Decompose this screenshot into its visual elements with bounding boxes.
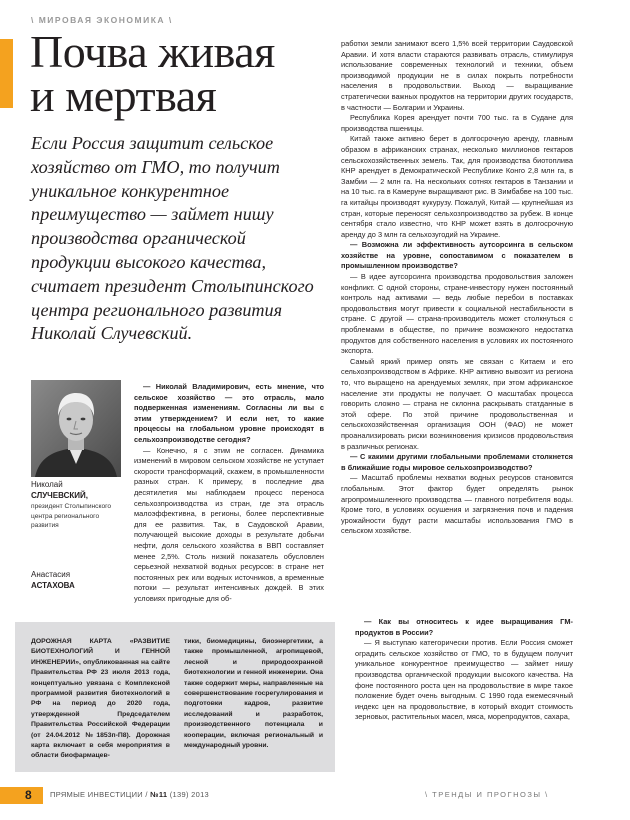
interviewee-caption (31, 480, 123, 531)
interview-answer: — Конечно, я с этим не согласен. Динамика изменений в мировом сельском хозяйстве не уступает скорости трансформаций, скажем, в промышленности разных стран. К примеру, в последние два десятилетия мы наблюдаем процесс переноса сельхозпроизводства из стран, где эта отрасль малоэффективна, в регионы, более перспективные для ее развития. Так, в Саудовской Аравии, получающей высокие доходы в результате добычи нефти, доля сельского хозяйства в ВВП составляет менее 2,5%. Столь низкий показатель обусловлен серьезной нехваткой водных ресурсов: в стране нет постоянных рек или водных источников, а временные потоки — результат интенсивных дождей. В этих условиях пригодные для об- (134, 445, 324, 603)
lead-line: считает президент Столыпинского (31, 275, 314, 296)
article-title (30, 26, 275, 121)
interview-question: — Николай Владимирович, есть мнение, что сельское хозяйство — это отрасль, мало подверженная изменениям. Согласны ли вы с этим утверждением? И если нет, то какие процессы на глобальном уровне происходят в сельхозпроизводстве сегодня? (134, 382, 324, 444)
portrait-image (31, 380, 121, 477)
journal-name: ПРЯМЫЕ ИНВЕСТИЦИИ (50, 790, 143, 799)
article-paragraph: работки земли занимают всего 1,5% всей территории Саудовской Аравии. И хотя власти стараются развивать отрасль, стимулируя использование современных технологий и техники, объем производимой продукции не в силах покрыть потребности населения в продовольствии. Выход — выращивание стратегически важных продуктов на территории других государств, в частности — Болгарии и Украины. (341, 39, 573, 112)
lead-line: Николай Случевский. (31, 323, 193, 344)
interviewee-first-name: Николай (31, 480, 63, 489)
interview-question: — Как вы относитесь к идее выращивания ГМ-продуктов в России? (355, 617, 573, 637)
lead-line: преимущество — займет нишу (31, 204, 274, 225)
interview-question: — Возможна ли эффективность аутсорсинга в сельском хозяйстве на уровне, сопоставимом с показателем в промышленном производстве? (341, 240, 573, 271)
interview-question: — С какими другими глобальными проблемами столкнется в ближайшие годы мировое сельхозпроизводство? (341, 452, 573, 472)
issue-number: 11 (158, 790, 168, 799)
lead-line: хозяйство от ГМО, то получит (31, 156, 280, 177)
issue-details: (139) 2013 (169, 790, 210, 799)
author-last-name: АСТАХОВА (31, 580, 75, 590)
journal-footer: ПРЯМЫЕ ИНВЕСТИЦИИ / №11 (139) 2013 (50, 790, 210, 799)
sidebar-column-1: ДОРОЖНАЯ КАРТА «РАЗВИТИЕ БИОТЕХНОЛОГИЙ И ГЕННОЙ ИНЖЕНЕРИИ», опубликованная на сайте Правительства РФ 23 июля 2013 года, концептуально увязана с Комплексной программой развития биотехнологий в РФ на период до 2020 года, утвержденной Председателем Правительства Российской Федерации (от 24.04.2012 №1853п-П8). Дорожная карта включает в себя мероприятия в области биофармацев- (31, 638, 170, 760)
article-column-2 (134, 382, 324, 604)
title-line: и мертвая (30, 70, 217, 121)
interview-answer: — В идее аутсорсинга производства продовольствия заложен конфликт. С одной стороны, стране-инвестору нужен постоянный контроль над активами — ведь любые перебои в поставках продовольствия могут привести к социальной нестабильности в стране. С другой — страна-производитель может столкнуться с проблемами в обществе, по причине возможного недостатка продуктов для собственного населения в условиях их постоянного экспорта. (341, 272, 573, 356)
interviewee-position: президент Столыпинского центра регионального развития (31, 503, 112, 530)
article-paragraph: Китай также активно берет в долгосрочную аренду, главным образом в африканских странах, несколько миллионов гектаров сельскохозяйственных земель. Так, для производства биотоплива КНР арендует в Демократической Республике Конго 2,8 млн га, в Замбии — 2 млн га. На нескольких сотнях гектаров в Танзании и на 10 тыс. га в Камеруне выращивают рис. В Зимбабве на 100 тыс. га китайцы производят кукурузу. Пожалуй, Китай — крупнейшая из стран, которые переносят сельхозпроизводство за рубеж. В конце сентября стало известно, что КНР может взять в долгосрочную аренду до 3 млн га сельхозугодий на Украине. (341, 134, 573, 239)
title-line: Почва живая (30, 26, 275, 77)
issue-prefix: № (150, 790, 159, 799)
lead-line: продукции высокого качества, (31, 251, 267, 272)
article-paragraph: Самый яркий пример опять же связан с Китаем и его сельхозпроизводством в Африке. КНР активно вывозит из региона то, что выращено на арендуемых землях, при этом африканское население эти продукты не получает. О масштабах процесса говорить сложно — страна не склонна раскрывать статданные в этой сфере. По этой причине продовольственная и сельскохозяйственная организация ООН (ФАО) не может проанализировать риски возникновения кризисов продовольствия в различных регионах. (341, 356, 573, 451)
article-lead (31, 132, 321, 346)
accent-bar (0, 39, 13, 108)
lead-line: уникальное конкурентное (31, 180, 230, 201)
interview-answer: — Масштаб проблемы нехватки водных ресурсов становится глобальным. Этот фактор будет определять рынок агропромышленного производства — главного потребителя воды. Кроме того, в условиях осушения и загрязнения почв и падения урожайности будут расти масштабы использования ГМО в сельском хозяйстве. (341, 473, 573, 536)
lead-line: производства органической (31, 228, 246, 249)
interview-answer: — Я выступаю категорически против. Если Россия сможет оградить сельское хозяйство от ГМО, то в будущем получит уникальное конкурентное преимущество — займет нишу производства органической продукции высокого качества. На фоне постоянного роста цен на продовольствие в мире такое положение будет очень выгодным. С 1990 года ежемесячный индекс цен на продовольствие, в который входит стоимость зерновых, растительных масел, мяса, морепродуктов, сахара, (355, 638, 573, 722)
interviewee-last-name: СЛУЧЕВСКИЙ, (31, 490, 88, 500)
author-first-name: Анастасия (31, 570, 71, 579)
sidebar-text (31, 637, 323, 762)
rubric-footer: \ ТРЕНДЫ И ПРОГНОЗЫ \ (425, 790, 549, 799)
interviewee-photo (31, 380, 121, 477)
section-label: \ МИРОВАЯ ЭКОНОМИКА \ (31, 15, 173, 25)
sidebar-column-2: тики, биомедицины, биоэнергетики, а также промышленной, агропищевой, лесной и природоохранной биотехнологии и генной инженерии. Она также содержит меры, направленные на совершенствование госрегулирования и подготовки кадров, развитие исследований и разработок, производственного потенциала и кооперации, включая региональный и международный уровни. (184, 638, 323, 750)
article-column-3-bottom (355, 617, 573, 723)
lead-line: Если Россия защитит сельское (31, 133, 274, 153)
article-column-3 (341, 39, 573, 537)
page-number: 8 (0, 787, 43, 804)
lead-line: центра регионального развития (31, 299, 283, 320)
author-byline (31, 570, 75, 591)
article-paragraph: Республика Корея арендует почти 700 тыс. га в Судане для производства пшеницы. (341, 113, 573, 133)
